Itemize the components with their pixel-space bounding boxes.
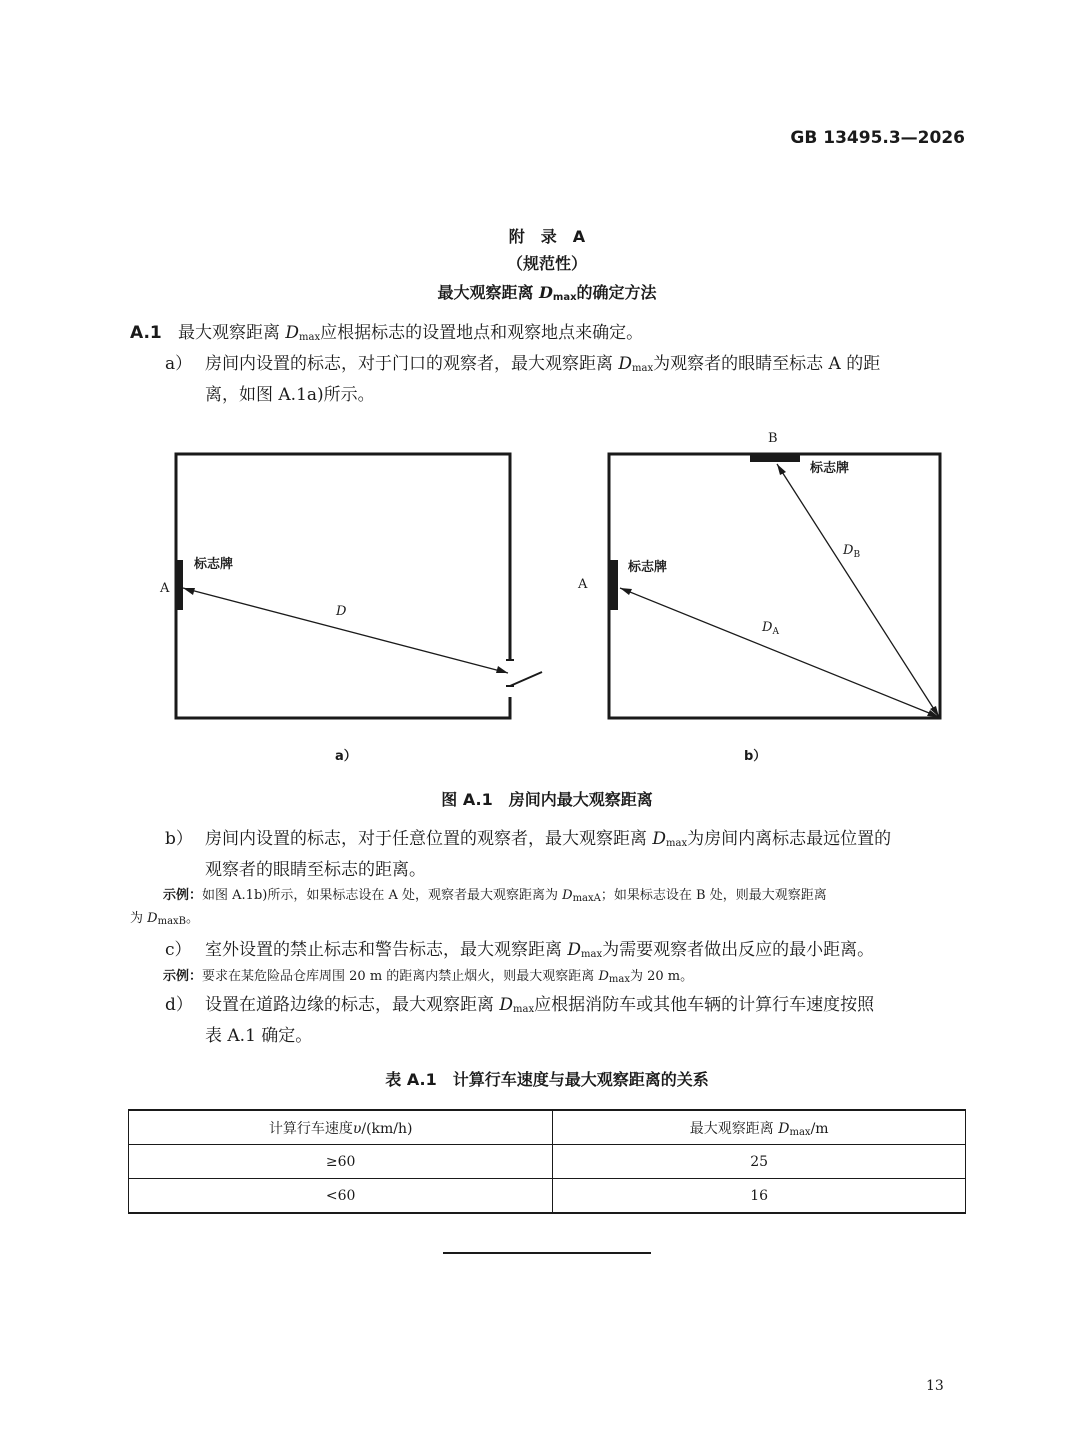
example-text-4: 。: [186, 911, 200, 926]
example-1: [163, 885, 973, 910]
example-sub: maxA: [572, 893, 601, 904]
example-2: [163, 966, 973, 991]
item-a-text: 房间内设置的标志，对于门口的观察者，最大观察距离: [205, 354, 613, 374]
item-b-line2: 观察者的眼睛至标志的距离。: [205, 860, 426, 880]
distance-line-d: [183, 588, 508, 673]
item-c-text-post: 为需要观察者做出反应的最小距离。: [602, 940, 875, 960]
item-d: [205, 992, 970, 1050]
item-a-sub: max: [632, 363, 654, 374]
sign-label: 标志牌: [194, 557, 234, 572]
sign-label-a: 标志牌: [628, 560, 668, 575]
example-2-sub: max: [608, 974, 630, 985]
table-header-distance: 最大观察距离 $D_{max}/m$: [553, 1110, 966, 1145]
item-a: [205, 351, 970, 409]
section-a1: [130, 320, 970, 351]
sign-a-b: [609, 560, 618, 610]
heading-var: D: [539, 283, 553, 302]
section-number: A.1: [130, 323, 162, 343]
label-b: B: [768, 431, 778, 446]
label-a-b: A: [578, 577, 588, 592]
table-cell-speed: <60: [129, 1179, 553, 1214]
example-2-text-post: 为 20 m。: [629, 969, 694, 984]
item-b-var: D: [652, 829, 667, 849]
example-label: 示例：: [163, 888, 203, 903]
item-d-var: D: [499, 995, 514, 1015]
sign-b: [750, 453, 800, 462]
example-var-2: D: [147, 911, 158, 926]
example-2-label: 示例：: [163, 969, 203, 984]
item-b-text-post: 为房间内离标志最远位置的: [687, 829, 892, 849]
sign-a: [175, 560, 183, 610]
appendix-type: （规范性）: [506, 254, 587, 273]
standard-id: GB 13495.3—2026: [790, 128, 965, 148]
example-text-2: ；如果标志设在 B 处，则最大观察距离: [600, 888, 827, 903]
item-b-sub: max: [666, 838, 688, 849]
item-c-marker: c）: [165, 940, 192, 960]
distance-a-label: $D_A$: [762, 620, 779, 637]
item-c-var: D: [567, 940, 582, 960]
heading-suffix: 的确定方法: [576, 283, 657, 302]
table-cell-distance: 25: [553, 1145, 966, 1179]
end-rule: [443, 1252, 651, 1254]
item-a-marker: a）: [165, 354, 193, 374]
example-2-var: D: [598, 969, 609, 984]
example-sub-2: maxB: [157, 916, 187, 927]
item-b-text: 房间内设置的标志，对于任意位置的观察者，最大观察距离: [205, 829, 647, 849]
item-d-text: 设置在道路边缘的标志，最大观察距离: [205, 995, 494, 1015]
table-caption: 表 A.1 计算行车速度与最大观察距离的关系: [385, 1070, 709, 1089]
item-d-sub: max: [513, 1004, 535, 1015]
door-leaf: [510, 672, 542, 686]
example-var: D: [562, 888, 573, 903]
item-d-text-post: 应根据消防车或其他车辆的计算行车速度按照: [534, 995, 875, 1015]
table-cell-distance: 16: [553, 1179, 966, 1214]
example-text-3: 为: [130, 911, 144, 926]
item-a-text-post: 为观察者的眼睛至标志 A 的距: [653, 354, 881, 374]
page-number: 13: [926, 1378, 944, 1394]
sign-label-b: 标志牌: [810, 461, 850, 476]
item-c: [205, 937, 970, 968]
item-a-line2: 离，如图 A.1a)所示。: [205, 385, 375, 405]
distance-label: D: [336, 604, 347, 619]
item-d-marker: d）: [165, 995, 193, 1015]
example-text: 如图 A.1b)所示，如果标志设在 A 处，观察者最大观察距离为: [202, 888, 558, 903]
distance-line-da: [620, 588, 939, 717]
figure-a-room: [159, 454, 542, 764]
item-c-sub: max: [581, 949, 603, 960]
example-1-line2: [130, 908, 199, 933]
table-cell-speed: ≥60: [129, 1145, 553, 1179]
example-2-text: 要求在某危险品仓库周围 20 m 的距离内禁止烟火，则最大观察距离: [202, 969, 595, 984]
item-d-line2: 表 A.1 确定。: [205, 1026, 313, 1046]
heading-text: 最大观察距离: [437, 283, 534, 302]
distance-b-label: $D_B$: [843, 543, 861, 560]
table-header-row: [129, 1110, 966, 1145]
section-var: D: [285, 323, 300, 343]
table-header-speed: 计算行车速度υ/(km/h): [129, 1110, 553, 1145]
item-c-text: 室外设置的禁止标志和警告标志，最大观察距离: [205, 940, 562, 960]
item-b-marker: b）: [165, 829, 193, 849]
caption-a: a）: [335, 749, 357, 764]
section-text: 最大观察距离: [177, 323, 280, 343]
figure-caption: 图 A.1 房间内最大观察距离: [441, 790, 653, 809]
appendix-heading: [0, 280, 1078, 303]
section-sub: max: [299, 332, 321, 343]
figure-b-room: [577, 431, 940, 764]
table-a1: [128, 1109, 966, 1214]
heading-sub: max: [552, 292, 577, 303]
table-row: [129, 1145, 966, 1179]
section-text-post: 应根据标志的设置地点和观察地点来确定。: [320, 323, 644, 343]
table-row: [129, 1179, 966, 1214]
item-a-var: D: [618, 354, 633, 374]
label-a: A: [160, 581, 170, 596]
caption-b: b）: [744, 749, 767, 764]
appendix-title: 附 录 A: [508, 227, 586, 246]
figure-a1: [0, 420, 1078, 770]
distance-line-db: [777, 464, 939, 717]
item-b: [205, 826, 970, 884]
